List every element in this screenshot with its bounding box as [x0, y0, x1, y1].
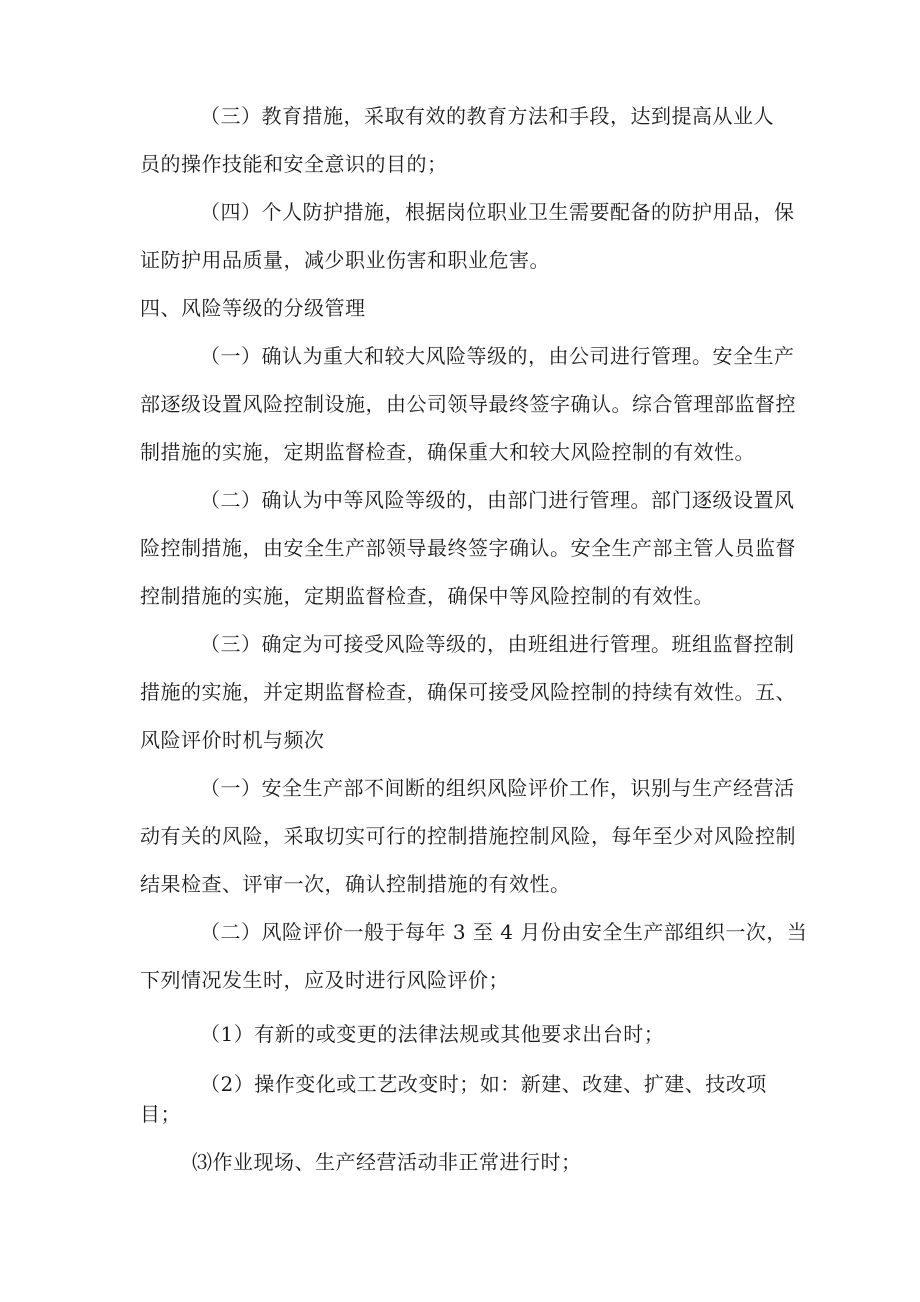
paragraph-line: （三）确定为可接受风险等级的，由班组进行管理。班组监督控制: [200, 632, 795, 656]
section-heading: 四、风险等级的分级管理: [140, 296, 366, 320]
paragraph-line: 控制措施的实施，定期监督检查，确保中等风险控制的有效性。: [140, 584, 714, 608]
list-item: （2）操作变化或工艺改变时；如：新建、改建、扩建、技改项: [200, 1072, 767, 1096]
paragraph-line: 下列情况发生时，应及时进行风险评价；: [140, 968, 509, 992]
paragraph-line: 制措施的实施，定期监督检查，确保重大和较大风险控制的有效性。: [140, 440, 755, 464]
paragraph-line: 结果检查、评审一次，确认控制措施的有效性。: [140, 872, 571, 896]
paragraph-line: （一）安全生产部不间断的组织风险评价工作，识别与生产经营活: [200, 776, 795, 800]
paragraph-line: （二）风险评价一般于每年 3 至 4 月份由安全生产部组织一次，当: [200, 920, 808, 944]
paragraph-line: （三）教育措施，采取有效的教育方法和手段，达到提高从业人: [200, 104, 774, 128]
paragraph-line: 险控制措施，由安全生产部领导最终签字确认。安全生产部主管人员监督: [140, 536, 796, 560]
paragraph-line: 动有关的风险，采取切实可行的控制措施控制风险，每年至少对风险控制: [140, 824, 796, 848]
section-heading: 风险评价时机与频次: [140, 728, 325, 752]
paragraph-line: 措施的实施，并定期监督检查，确保可接受风险控制的持续有效性。五、: [140, 680, 796, 704]
list-item: （1）有新的或变更的法律法规或其他要求出台时；: [200, 1022, 665, 1046]
paragraph-line: 证防护用品质量，减少职业伤害和职业危害。: [140, 248, 550, 272]
list-item: ⑶作业现场、生产经营活动非正常进行时；: [192, 1150, 582, 1174]
list-item-continuation: 目；: [140, 1102, 181, 1126]
paragraph-line: 员的操作技能和安全意识的目的；: [140, 152, 448, 176]
paragraph-line: （四）个人防护措施，根据岗位职业卫生需要配备的防护用品，保: [200, 200, 795, 224]
paragraph-line: （一）确认为重大和较大风险等级的，由公司进行管理。安全生产: [200, 344, 795, 368]
paragraph-line: （二）确认为中等风险等级的，由部门进行管理。部门逐级设置风: [200, 488, 795, 512]
paragraph-line: 部逐级设置风险控制设施，由公司领导最终签字确认。综合管理部监督控: [140, 392, 796, 416]
